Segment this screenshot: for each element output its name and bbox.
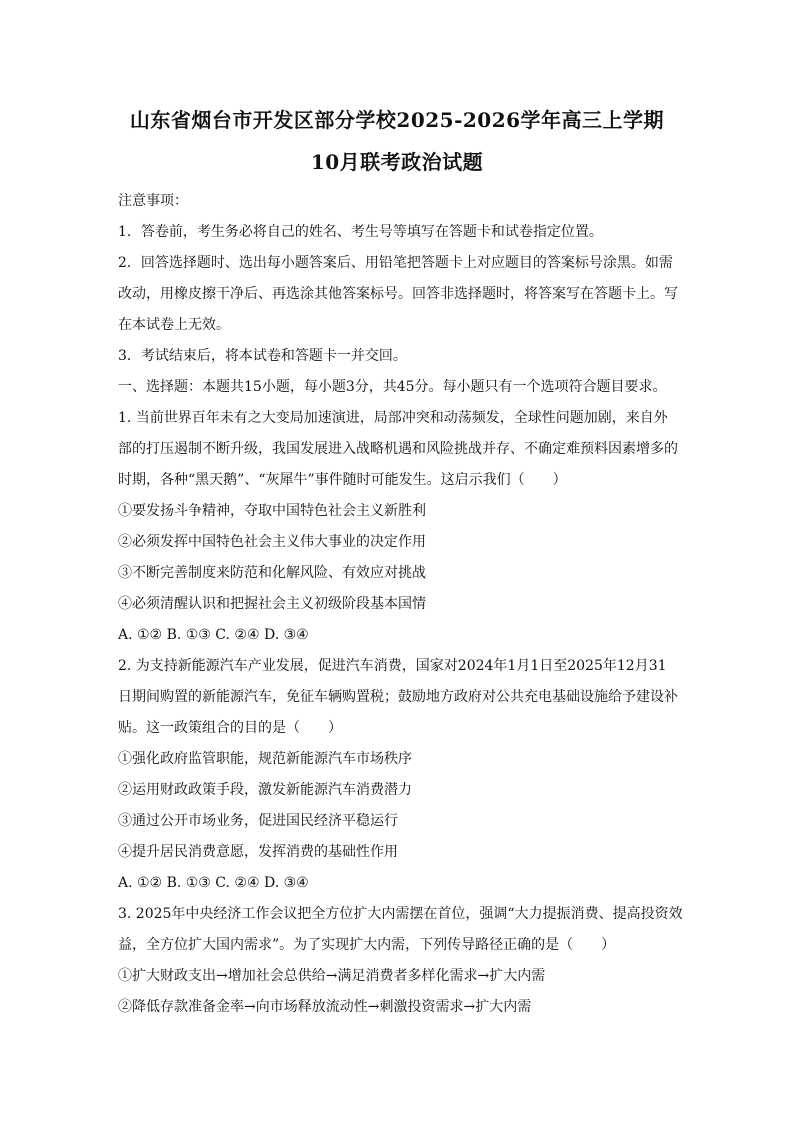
- q2-option-3: ③通过公开市场业务，促进国民经济平稳运行: [118, 813, 398, 829]
- notice-item-2-line2: 改动，用橡皮擦干净后、再选涂其他答案标号。回答非选择题时，将答案写在答题卡上。写: [118, 286, 678, 302]
- q2-choices: A. ①② B. ①③ C. ②④ D. ③④: [118, 875, 309, 891]
- q1-option-3: ③不断完善制度来防范和化解风险、有效应对挑战: [118, 565, 426, 581]
- notice-item-2-line3: 在本试卷上无效。: [118, 317, 230, 333]
- q3-option-1: ①扩大财政支出→增加社会总供给→满足消费者多样化需求→扩大内需: [118, 968, 546, 984]
- q2-option-1: ①强化政府监管职能，规范新能源汽车市场秩序: [118, 751, 412, 767]
- q2-stem-line2: 日期间购置的新能源汽车，免征车辆购置税；鼓励地方政府对公共充电基础设施给予建设补: [118, 689, 678, 705]
- q3-option-2: ②降低存款准备金率→向市场释放流动性→刺激投资需求→扩大内需: [118, 999, 532, 1015]
- exam-content: [118, 186, 686, 1023]
- q1-option-1: ①要发扬斗争精神，夺取中国特色社会主义新胜利: [118, 503, 426, 519]
- q1-option-4: ④必须清醒认识和把握社会主义初级阶段基本国情: [118, 596, 426, 612]
- q2-option-4: ④提升居民消费意愿，发挥消费的基础性作用: [118, 844, 398, 860]
- q3-stem-line2: 益，全方位扩大国内需求”。为了实现扩大内需，下列传导路径正确的是（ ）: [118, 937, 616, 953]
- notice-item-2-line1: 2．回答选择题时、选出每小题答案后、用铅笔把答题卡上对应题目的答案标号涂黑。如需: [118, 255, 673, 271]
- notice-item-3: 3．考试结束后，将本试卷和答题卡一并交回。: [118, 348, 407, 364]
- q1-stem-line3: 时期，各种“黑天鹅”、“灰犀牛”事件随时可能发生。这启示我们（ ）: [118, 472, 567, 488]
- q1-option-2: ②必须发挥中国特色社会主义伟大事业的决定作用: [118, 534, 426, 550]
- q2-stem-line1: 2. 为支持新能源汽车产业发展，促进汽车消费，国家对2024年1月1日至2025年12月31: [118, 658, 667, 674]
- notice-heading: 注意事项：: [118, 193, 188, 209]
- q3-stem-line1: 3. 2025年中央经济工作会议把全方位扩大内需摆在首位，强调“大力提振消费、提高投资效: [118, 906, 683, 922]
- q1-stem-line2: 部的打压遏制不断升级，我国发展进入战略机遇和风险挑战并存、不确定难预料因素增多的: [118, 441, 678, 457]
- exam-title-line1: 山东省烟台市开发区部分学校2025-2026学年高三上学期: [129, 108, 665, 132]
- q2-stem-line3: 贴。这一政策组合的目的是（ ）: [118, 720, 342, 736]
- section-heading: 一、选择题：本题共15小题，每小题3分，共45分。每小题只有一个选项符合题目要求。: [118, 379, 667, 395]
- q2-option-2: ②运用财政政策手段，激发新能源汽车消费潜力: [118, 782, 412, 798]
- exam-title-line2: 10月联考政治试题: [310, 150, 484, 174]
- q1-choices: A. ①② B. ①③ C. ②④ D. ③④: [118, 627, 309, 643]
- notice-item-1: 1．答卷前，考生务必将自己的姓名、考生号等填写在答题卡和试卷指定位置。: [118, 224, 603, 240]
- q1-stem-line1: 1. 当前世界百年未有之大变局加速演进，局部冲突和动荡频发，全球性问题加剧，来自外: [118, 410, 668, 426]
